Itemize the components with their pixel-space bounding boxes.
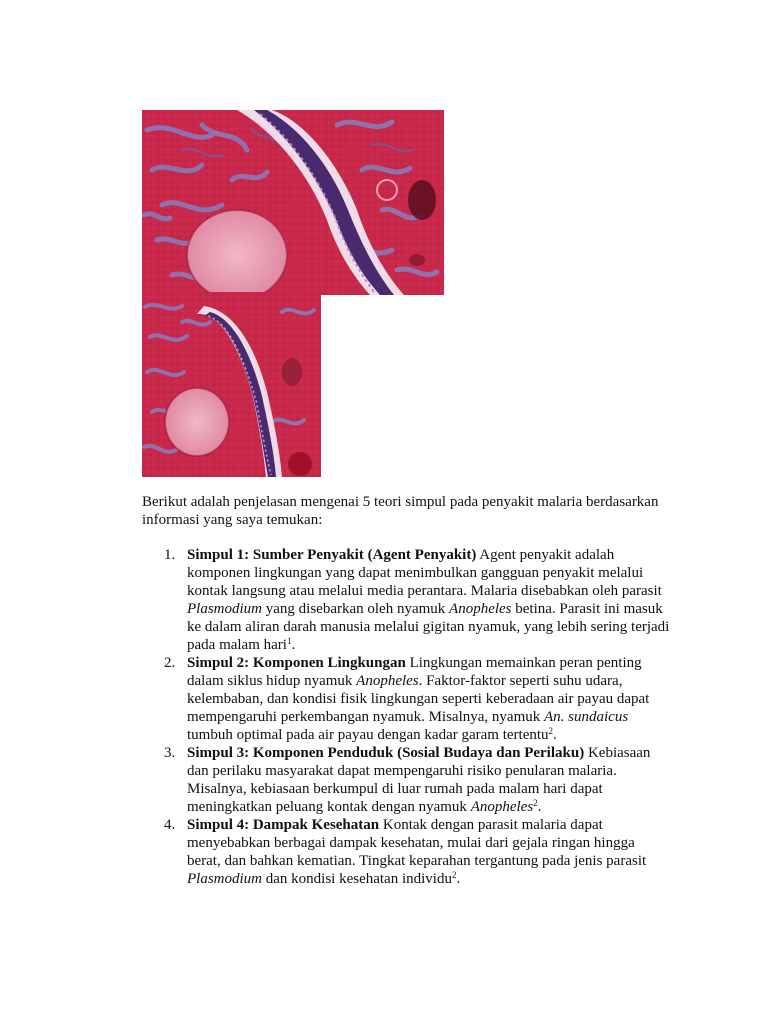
document-body bbox=[142, 493, 672, 888]
simpul-list bbox=[142, 546, 672, 888]
list-item bbox=[142, 816, 672, 888]
list-item-number: 3. bbox=[164, 745, 176, 761]
list-item bbox=[142, 654, 672, 744]
species-name: Anopheles bbox=[449, 601, 512, 617]
list-item bbox=[142, 744, 672, 816]
species-name: An. sundaicus bbox=[544, 709, 629, 725]
item-text-run: tumbuh optimal pada air payau dengan kadar garam tertentu bbox=[187, 727, 549, 743]
species-name: Anopheles bbox=[356, 673, 419, 689]
simpul-heading: Simpul 2: Komponen Lingkungan bbox=[187, 655, 406, 671]
micrograph-bottom bbox=[142, 292, 321, 477]
item-text-run: Agent penyakit adalah komponen lingkungan yang dapat menimbulkan gangguan penyakit melalui kontak langsung atau melalui media perantara. Malaria disebabkan oleh parasit bbox=[187, 547, 662, 599]
citation-ref: 2 bbox=[451, 870, 457, 880]
item-text-run: . bbox=[291, 637, 296, 653]
species-name: Plasmodium bbox=[187, 871, 262, 887]
item-text-run: . bbox=[537, 799, 542, 815]
list-item-text bbox=[187, 817, 646, 887]
item-text-run: yang disebarkan oleh nyamuk bbox=[262, 601, 450, 617]
list-item-text bbox=[187, 745, 650, 815]
micrograph-top bbox=[142, 110, 444, 295]
item-text-run: . Faktor-faktor seperti suhu udara, kelembaban, dan kondisi fisik lingkungan seperti keberadaan air payau dapat mempengaruhi perkembangan nyamuk. Misalnya, nyamuk bbox=[187, 673, 650, 725]
item-text-run: Lingkungan memainkan peran penting dalam siklus hidup nyamuk bbox=[187, 655, 642, 689]
item-text-run: . bbox=[456, 871, 461, 887]
list-item-text bbox=[187, 655, 649, 743]
item-text-run: dan kondisi kesehatan individu bbox=[262, 871, 452, 887]
item-text-run: betina. Parasit ini masuk ke dalam aliran darah manusia melalui gigitan nyamuk, yang lebih sering terjadi pada malam hari bbox=[187, 601, 670, 653]
list-item-number: 2. bbox=[164, 655, 176, 671]
citation-ref: 2 bbox=[548, 726, 554, 736]
list-item-number: 4. bbox=[164, 817, 176, 833]
simpul-heading: Simpul 1: Sumber Penyakit (Agent Penyakit) bbox=[187, 547, 477, 563]
citation-ref: 1 bbox=[286, 636, 292, 646]
item-text-run: Kontak dengan parasit malaria dapat menyebabkan berbagai dampak kesehatan, mulai dari gejala ringan hingga berat, dan bahkan kematian. Tingkat keparahan tergantung pada jenis parasit bbox=[187, 817, 647, 869]
species-name: Plasmodium bbox=[187, 601, 262, 617]
intro-paragraph: Berikut adalah penjelasan mengenai 5 teori simpul pada penyakit malaria berdasarkan informasi yang saya temukan: bbox=[142, 494, 659, 528]
species-name: Anopheles bbox=[470, 799, 534, 815]
simpul-heading: Simpul 3: Komponen Penduduk (Sosial Budaya dan Perilaku) bbox=[187, 745, 585, 761]
item-text-run: Kebiasaan dan perilaku masyarakat dapat mempengaruhi risiko penularan malaria. Misalnya, kebiasaan berkumpul di luar rumah pada malam hari dapat meningkatkan peluang kontak dengan nyamuk bbox=[187, 745, 651, 815]
list-item-text bbox=[187, 547, 669, 653]
item-text-run: . bbox=[553, 727, 557, 743]
list-item bbox=[142, 546, 672, 654]
simpul-heading: Simpul 4: Dampak Kesehatan bbox=[187, 817, 380, 833]
list-item-number: 1. bbox=[164, 547, 176, 563]
citation-ref: 2 bbox=[533, 798, 538, 808]
